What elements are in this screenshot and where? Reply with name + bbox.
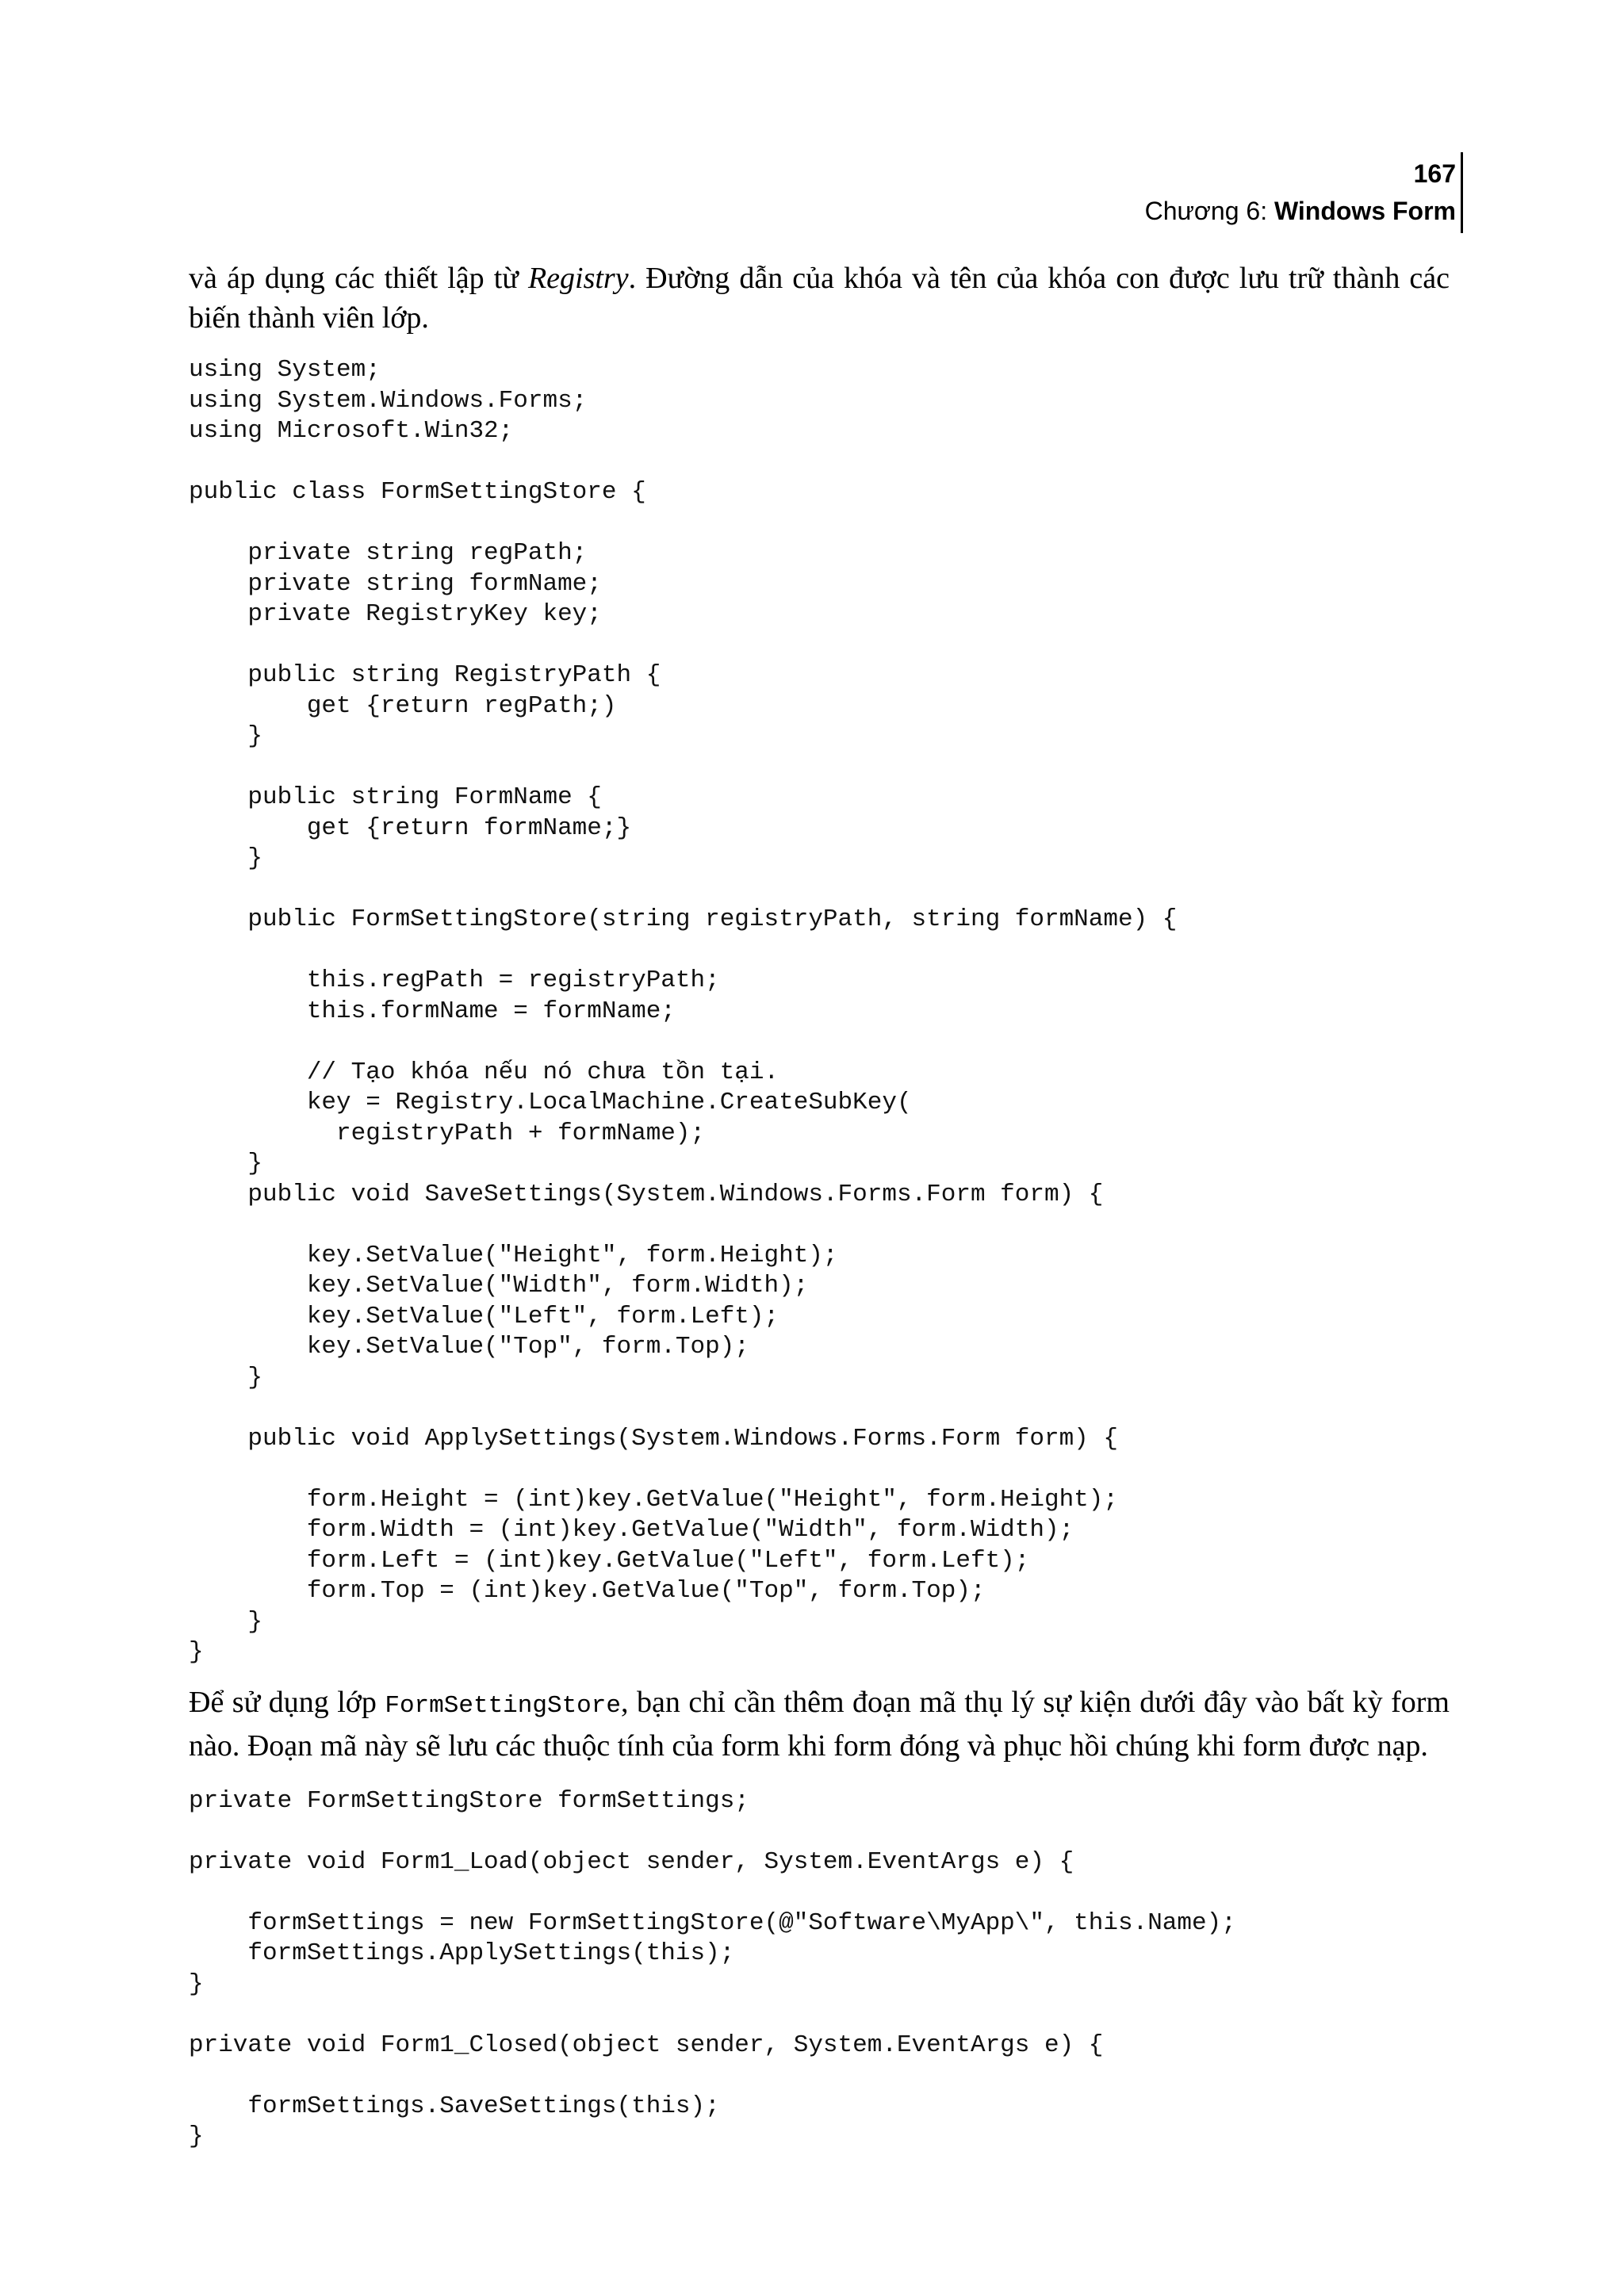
code-line: }	[189, 1970, 204, 1998]
code-line: public FormSettingStore(string registryPath, string formName) {	[189, 905, 1178, 933]
code-line: key.SetValue("Top", form.Top);	[189, 1333, 749, 1361]
chapter-name: Windows Form	[1274, 197, 1456, 225]
code-line: private string formName;	[189, 569, 602, 598]
intro-text-2: . Đường dẫn của khóa và tên của khóa con được lưu trữ thành các biến thành viên lớp.	[189, 262, 1450, 335]
code-line: form.Width = (int)key.GetValue("Width", form.Width);	[189, 1516, 1074, 1544]
code-line: }	[189, 722, 263, 750]
header-rule	[1461, 152, 1463, 233]
code-line: formSettings.ApplySettings(this);	[189, 1939, 735, 1967]
code-line: formSettings.SaveSettings(this);	[189, 2092, 720, 2120]
code-line: form.Height = (int)key.GetValue("Height", form.Height);	[189, 1485, 1118, 1514]
code-line: this.formName = formName;	[189, 997, 676, 1025]
chapter-prefix: Chương 6:	[1144, 197, 1274, 225]
code-line: }	[189, 1363, 263, 1391]
code-line: public string RegistryPath {	[189, 661, 661, 689]
code-line: form.Left = (int)key.GetValue("Left", form.Left);	[189, 1546, 1030, 1575]
usage-inline-code: FormSettingStore	[385, 1691, 621, 1720]
page-content	[189, 258, 1450, 2153]
code-line: }	[189, 1638, 204, 1666]
code-line: using Microsoft.Win32;	[189, 417, 514, 445]
code-block-class	[189, 355, 1450, 1668]
code-line: }	[189, 844, 263, 872]
code-line: public void ApplySettings(System.Windows.Forms.Form form) {	[189, 1424, 1118, 1453]
code-line: using System;	[189, 356, 381, 384]
code-line: key.SetValue("Width", form.Width);	[189, 1272, 809, 1300]
usage-paragraph	[189, 1682, 1450, 1766]
code-line: get {return formName;}	[189, 813, 632, 842]
intro-text-1: và áp dụng các thiết lập từ	[189, 262, 528, 295]
code-line: private string regPath;	[189, 539, 588, 567]
code-line: key = Registry.LocalMachine.CreateSubKey(	[189, 1089, 912, 1116]
code-block-usage	[189, 1786, 1450, 2153]
code-line: get {return regPath;)	[189, 691, 617, 720]
intro-paragraph	[189, 258, 1450, 338]
code-line: formSettings = new FormSettingStore(@"Software\MyApp\", this.Name);	[189, 1908, 1236, 1937]
code-line: this.regPath = registryPath;	[189, 967, 720, 994]
code-line: }	[189, 1607, 263, 1636]
code-line: public string FormName {	[189, 783, 602, 811]
code-line: registryPath + formName);	[189, 1119, 706, 1147]
code-line: private RegistryKey key;	[189, 600, 602, 628]
code-line: private void Form1_Closed(object sender, System.EventArgs e) {	[189, 2031, 1104, 2059]
usage-text-1: Để sử dụng lớp	[189, 1685, 385, 1719]
page-number: 167	[1413, 159, 1456, 188]
chapter-title	[1145, 192, 1456, 230]
code-line: using System.Windows.Forms;	[189, 386, 588, 415]
intro-italic: Registry	[527, 262, 629, 295]
page-header	[1145, 155, 1456, 230]
code-line: }	[189, 2123, 204, 2150]
code-line: public void SaveSettings(System.Windows.Forms.Form form) {	[189, 1180, 1104, 1208]
code-line: }	[189, 1150, 263, 1177]
code-line: // Tạo khóa nếu nó chưa tồn tại.	[189, 1058, 779, 1086]
code-line: public class FormSettingStore {	[189, 478, 646, 506]
code-line: key.SetValue("Left", form.Left);	[189, 1302, 779, 1330]
code-line: private FormSettingStore formSettings;	[189, 1786, 749, 1815]
usage-text-2: , bạn chỉ cần thêm đoạn mã thụ lý sự kiện dưới đây vào bất kỳ form nào. Đoạn mã này sẽ lưu các thuộc tính của form khi form đóng và phục hồi chúng khi form được nạp.	[189, 1685, 1450, 1763]
code-line: private void Form1_Load(object sender, System.EventArgs e) {	[189, 1847, 1074, 1876]
code-line: form.Top = (int)key.GetValue("Top", form.Top);	[189, 1577, 986, 1605]
code-line: key.SetValue("Height", form.Height);	[189, 1241, 838, 1269]
